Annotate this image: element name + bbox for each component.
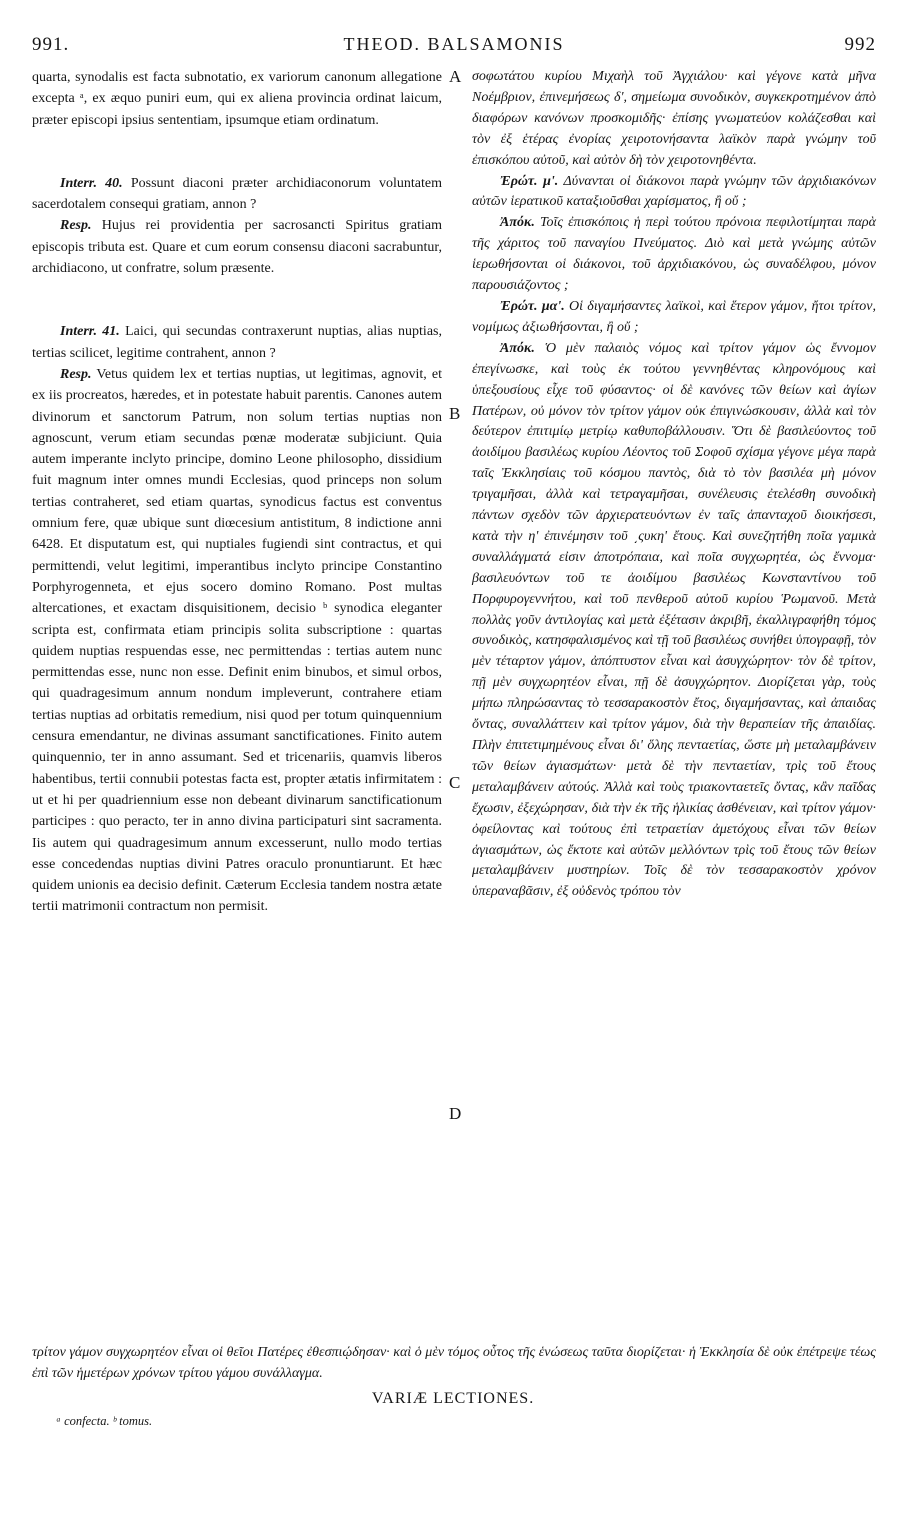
running-title: THEOD. BALSAMONIS: [343, 34, 565, 54]
page-number-left: 991.: [32, 34, 70, 55]
margin-marker-c: C: [449, 773, 461, 792]
greek-question-40: [472, 172, 876, 214]
response-text: Ὁ μὲν παλαιὸς νόμος καὶ τρίτον γάμον ὡς ἔννομον ἐπεγίνωσκε, καὶ τοὺς ἐκ τούτου γεννηθέντας κληρονόμους καὶ ὑπεξουσίους εἶχε τοῦ φύσαντος· οἱ δὲ κανόνες τῶν θείων καὶ ἁγίων Πατέρων, οὐ μόνον τὸν τρίτον γάμον οὐκ ἐπιγινώσκουσιν, ἀλλὰ καὶ τὸν δεύτερον ἐπιτιμίῳ μετρίῳ καθυποβάλλουσιν. Ὅτι δὲ βασιλεύοντος τοῦ ἀοιδίμου βασιλέως κυρίου Λέοντος τοῦ Σοφοῦ σχίσμα γέγονε μέγα παρὰ ταῖς Ἐκκλησίαις τοῦ κόσμου παντὸς, διὰ τὸ τὸν βασιλέα μὴ μόνον τριγαμῆσαι, ἀλλὰ καὶ τετραγαμῆσαι, συνέλευσις ἐτελέσθη συνοδικὴ πάντων σχεδὸν τῶν ἀρχιερατευόντων ἐν ταῖς ἁπανταχοῦ διοικήσεσι, κατὰ τὴν η' ἐπινέμησιν τοῦ ͵ςυκη' ἔτους. Καὶ συνεζητήθη ποῖα γαμικὰ συναλλάγματά εἰσιν ἀποτρόπαια, καὶ ποῖα συγχωρητέα, ὡς ἔννομα· βασιλευόντων τοῦ τε ἀοιδίμου βασιλέως Κωνσταντίνου τοῦ Πορφυρογεννήτου, καὶ τοῦ πενθεροῦ αὐτοῦ κυρίου Ῥωμανοῦ. Μετὰ πολλὰς γοῦν ἀντιλογίας καὶ μετὰ ἐξέτασιν ἀκριβῆ, ἐκαλλιγραφήθη τόμος συνοδικὸς, κατησφαλισμένος καὶ τῇ τοῦ βασιλέως συνήθει ὑπογραφῇ, τὸν μὲν τέταρτον γάμον, ἀπόπτυστον εἶναι καὶ ἀσυγχώρητον· τὸν δὲ τρίτον, πῇ μὲν συγχωρητέον εἶναι, πῇ δὲ ἀσυγχώρητον. Διορίζεται γὰρ, τοὺς μήπω πληρώσαντας τὸ τεσσαρακοστὸν ἔτος, διγαμήσαντας, καὶ ἀπαιδας ὄντας, συναλλάττειν καὶ τρίτον γάμον, διὰ τὴν θεραπείαν τῆς ἀπαιδίας. Πλὴν ἐπιτετιμημένους εἶναι δι' ὅλης πενταετίας, ὥστε μὴ μεταλαμβάνειν τῶν θείων ἁγιασμάτων· μετὰ δὲ τὴν πενταετίαν, τρὶς τοῦ ἔτους μεταλαμβάνειν αὐτούς. Ἀλλὰ καὶ τοὺς τριακονταετεῖς ὄντας, κἂν παῖδας ἔχωσιν, ἐξεχώρησαν, διὰ τὴν ἐκ τῆς ἡλικίας ἀσθένειαν, καὶ τρίτον γάμον· ὀφείλοντας καὶ τούτους ἐπὶ τετραετίαν ἀμετόχους εἶναι τῶν θείων ἁγιασμάτων, ὡς ἔκτοτε καὶ αὐτῶν μελλόντων τρὶς τοῦ ἔτους τῶν θείων μεταλαμβάνειν μυστηρίων. Τοῖς δὲ τὸν τεσσαρακοστὸν χρόνον ὑπεραναβᾶσιν, ἐξ οὐδενὸς τρόπου τὸν: [472, 340, 876, 900]
response-label: Ἀπόκ.: [500, 340, 535, 356]
response-label: Ἀπόκ.: [500, 215, 535, 231]
question-label: Interr. 40.: [60, 175, 123, 191]
margin-marker-b: B: [449, 404, 461, 423]
variae-lectiones-heading: VARIÆ LECTIONES.: [371, 1390, 535, 1407]
latin-response-40: [32, 215, 442, 279]
latin-paragraph: quarta, synodalis est facta subnotatio, ex variorum canonum allegatione excepta ᵃ, ex æquo puniri eum, qui ex aliena provincia ordinat laicum, præter episcopi ipsius sententiam, ipsumque etiam ordinatum.: [32, 70, 442, 128]
page-header: [32, 34, 876, 58]
question-label: Interr. 41.: [60, 324, 120, 340]
question-label: Ἐρώτ. μα'.: [500, 298, 565, 314]
response-text: Τοῖς ἐπισκόποις ἡ περὶ τούτου πρόνοια πεφιλοτίμηται παρὰ τῆς χάριτος τοῦ παναγίου Πνεύματος. Διὸ καὶ μετὰ γνώμης αὐτῶν ἱερωθήσονται οἱ διάκονοι, τοῦ ἀρχιδιακόνου, ὡς συναδέλφου, μόνον παρουσιάζοντος ;: [472, 215, 876, 294]
greek-column: [472, 67, 876, 903]
greek-response-40: [472, 213, 876, 297]
page-number-right: 992: [844, 34, 876, 55]
margin-marker-a: A: [449, 67, 462, 86]
response-label: Resp.: [60, 218, 92, 234]
response-text: Vetus quidem lex et tertias nuptias, ut legitimas, agnovit, et ex iis procreatos, hæredes, et in potestate habuit parentis. Canones autem divinorum et sanctorum Patrum, non solum tertias nuptias non agnoscunt, verum etiam secundas pœnæ moderatæ subjiciunt. Quia autem imperante inclyto principe, domino Leone philosopho, dissidium fuit magnum inter omnes mundi Ecclesias, quod princeps non solum tertias contraheret, sed etiam quartas, synodicus factus est conventus omnium fere, quæ ubique sunt diœcesium antistitum, 8 indictione anni 6428. Et disputatum est, qui nuptiales fugiendi sint contractus, et qui permittendi, velut legitimi, imperantibus inclyto principe Constantino Porphyrogenneta, et ejus socero domino Romano. Post multas altercationes, et exactam disquisitionem, decisio ᵇ synodica eleganter scripta est, confirmata etiam principis solita subscriptione : quartas quidem nuptias respuendas esse, nec permittendas : tertias autem nunc permittendas esse, nunc non esse. Definit enim binubos, et simul orbos, qui quadragesimum annum nondum impleverunt, contrahere etiam tertias nuptias ad orbitatis remedium, nisi quod per totum quinquennium censura emendantur, ne divinas assumant sanctificationes. Finito autem quinquennio, ter in anno assumant. Sed et tricenariis, quamvis liberos habentibus, tertii connubii potestas facta est, propter ætatis infirmitatem : ut et hi per quadriennium esse non debeant divinarum sanctificationum participes : quo peracto, ter in anno divina participaturi sint sacramenta. Iis autem qui quadragesimum annum excesserunt, nullo modo tertias esse concedendas nuptias divini Patres oraculo pronuntiarunt. Et hæc quidem unionis ea decisio definit. Cæterum Ecclesia tandem nostra ætate tertii matrimonii contractum non permisit.: [32, 366, 442, 915]
question-text: Οἱ διγαμήσαντες λαϊκοὶ, καὶ ἕτερον γάμον, ἤτοι τρίτον, νομίμως ἀξιωθήσονται, ἢ οὔ ;: [472, 298, 876, 335]
greek-response-41: [472, 339, 876, 903]
response-text: Hujus rei providentia per sacrosancti Spiritus gratiam episcopis tributa est. Quare et cum eorum consensu diaconi sacrabuntur, archidiacono, ut confratre, solum præsente.: [32, 218, 442, 277]
margin-marker-d: D: [449, 1104, 462, 1123]
latin-response-41: [32, 364, 442, 918]
question-text: Laici, qui secundas contraxerunt nuptias, alias nuptias, tertias scilicet, legitime contrahent, annon ?: [32, 324, 442, 361]
latin-question-41: [32, 321, 442, 364]
variae-lectiones-notes: ᵃ confecta. ᵇ tomus.: [56, 1414, 153, 1428]
response-label: Resp.: [60, 366, 92, 382]
question-text: Possunt diaconi præter archidiaconorum voluntatem sacerdotalem consequi gratiam, annon ?: [32, 175, 442, 213]
latin-column: [32, 67, 442, 918]
greek-paragraph: σοφωτάτου κυρίου Μιχαὴλ τοῦ Ἀγχιάλου· καὶ γέγονε κατὰ μῆνα Νοέμβριον, ἐπινεμήσεως δ', σημείωμα συνοδικὸν, συγκεκροτημένον ἀπὸ διαφόρων κανόνων προσκομιδῆς· ἐπίσης γνωματεύον κολάζεσθαι καὶ τὸν ἐξ ἑτέρας ἐνορίας χειροτονήσαντα λαϊκὸν παρὰ γνώμην τοῦ ἐπισκόπου αὐτοῦ, καὶ αὐτὸν δὴ τὸν χειροτονηθέντα.: [472, 69, 876, 168]
latin-question-40: [32, 173, 442, 216]
greek-full-width-text: τρίτον γάμον συγχωρητέον εἶναι οἱ θεῖοι Πατέρες ἐθεσπιῴδησαν· καὶ ὁ μὲν τόμος οὗτος τῆς ἑνώσεως ταῦτα διορίζεται· ἡ Ἐκκλησία δὲ οὐκ ἐπέτρεψε τέως ἐπὶ τῶν ἡμετέρων χρόνων τρίτου γάμου συνάλλαγμα.: [32, 1345, 876, 1381]
question-text: Δύνανται οἱ διάκονοι παρὰ γνώμην τῶν ἀρχιδιακόνων αὐτῶν ἱερατικοῦ καταξιοῦσθαι χαρίσματος, ἢ οὔ ;: [472, 173, 876, 210]
question-label: Ἐρώτ. μ'.: [500, 173, 559, 189]
greek-question-41: [472, 297, 876, 339]
